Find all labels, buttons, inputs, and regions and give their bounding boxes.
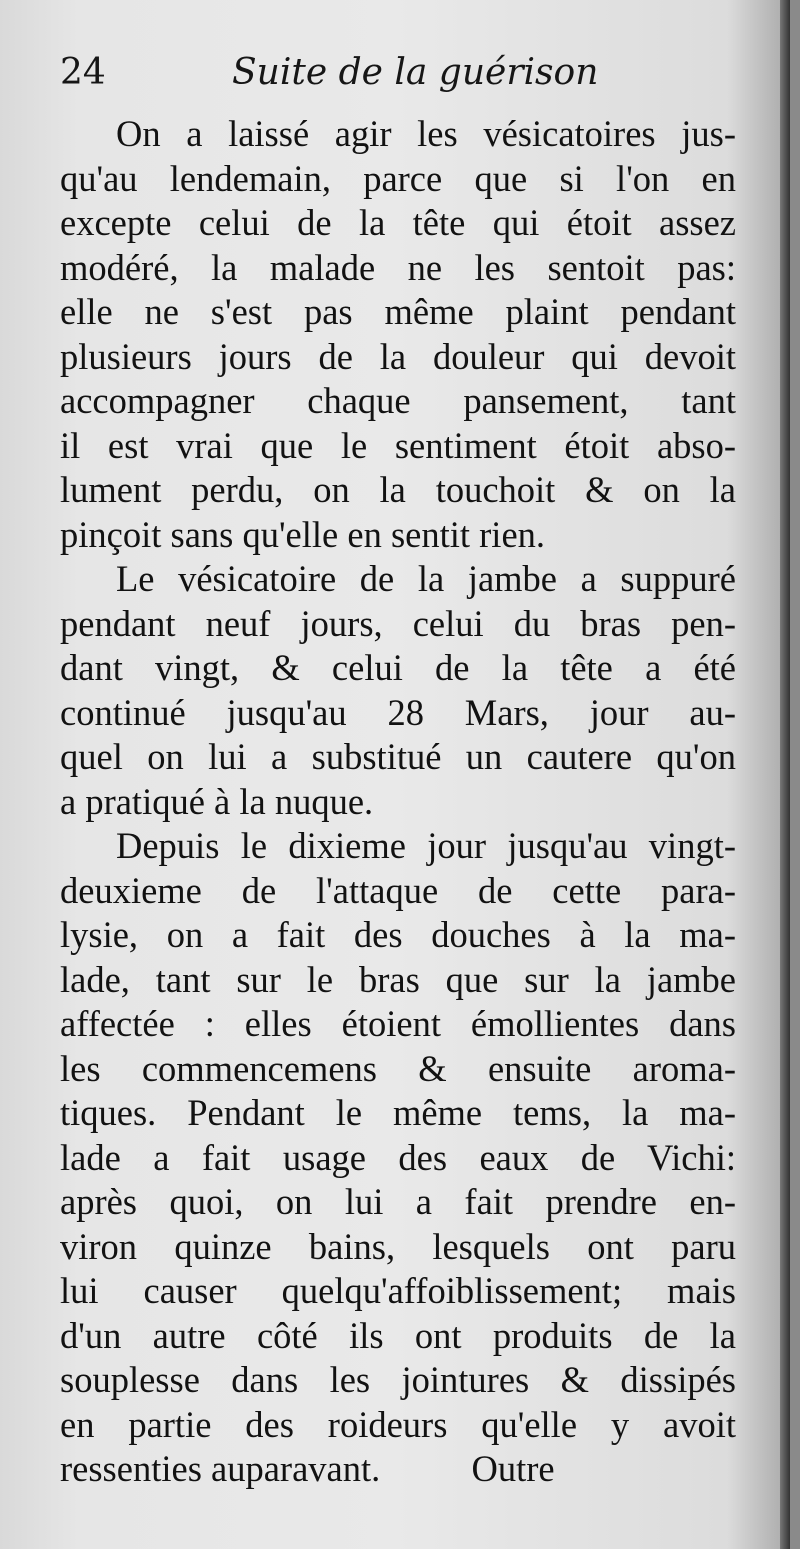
- page-header: [60, 52, 740, 102]
- text-line: pendant neuf jours, celui du bras pen-: [60, 602, 736, 644]
- text-line: dant vingt, & celui de la tête a été: [60, 647, 736, 688]
- paragraph-2: [60, 557, 736, 824]
- text-line: lument perdu, on la touchoit & on la: [60, 469, 736, 510]
- text-line: plusieurs jours de la douleur qui devoit: [60, 335, 736, 377]
- text-line: lui causer quelqu'affoiblissement; mais: [60, 1270, 736, 1311]
- text-line: pinçoit sans qu'elle en sentit rien.: [60, 513, 546, 555]
- text-line: On a laissé agir les vésicatoires jus-: [116, 113, 736, 154]
- text-line: continué jusqu'au 28 Mars, jour au-: [60, 691, 736, 733]
- body-text: [60, 112, 736, 1492]
- paragraph-1: [60, 112, 736, 557]
- page-number: 24: [60, 52, 106, 93]
- text-line: ressenties auparavant. Outre: [60, 1448, 555, 1489]
- text-line: souplesse dans les jointures & dissipés: [60, 1359, 736, 1400]
- text-line: qu'au lendemain, parce que si l'on en: [60, 157, 736, 199]
- running-title: Suite de la guérison: [232, 52, 599, 93]
- text-line: accompagner chaque pansement, tant: [60, 380, 736, 421]
- text-line: après quoi, on lui a fait prendre en-: [60, 1181, 736, 1222]
- text-line: affectée : elles étoient émollientes dans: [60, 1003, 736, 1044]
- text-line: deuxieme de l'attaque de cette para-: [60, 869, 736, 911]
- paragraph-3: [60, 824, 736, 1492]
- text-line: lade a fait usage des eaux de Vichi:: [60, 1136, 736, 1178]
- text-line: il est vrai que le sentiment étoit abso-: [60, 424, 736, 466]
- text-line: les commencemens & ensuite aroma-: [60, 1047, 736, 1089]
- text-line: quel on lui a substitué un cautere qu'on: [60, 736, 736, 777]
- text-line: Depuis le dixieme jour jusqu'au vingt-: [116, 825, 736, 866]
- text-line: en partie des roideurs qu'elle y avoit: [60, 1403, 736, 1445]
- text-line: excepte celui de la tête qui étoit assez: [60, 202, 736, 243]
- text-line: lade, tant sur le bras que sur la jambe: [60, 958, 736, 1000]
- text-line: elle ne s'est pas même plaint pendant: [60, 291, 736, 332]
- text-line: lysie, on a fait des douches à la ma-: [60, 914, 736, 955]
- text-line: viron quinze bains, lesquels ont paru: [60, 1225, 736, 1267]
- text-line: tiques. Pendant le même tems, la ma-: [60, 1092, 736, 1133]
- text-line: d'un autre côté ils ont produits de la: [60, 1314, 736, 1356]
- page-edge-shadow: [780, 0, 790, 1549]
- text-line: modéré, la malade ne les sentoit pas:: [60, 246, 736, 288]
- text-line: a pratiqué à la nuque.: [60, 780, 374, 822]
- text-line: Le vésicatoire de la jambe a suppuré: [116, 558, 736, 599]
